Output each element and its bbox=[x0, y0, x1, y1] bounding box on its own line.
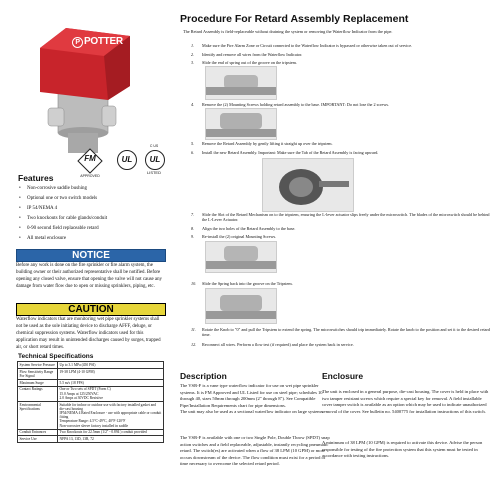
caution-banner: CAUTION bbox=[16, 303, 166, 316]
ulc-listed-text: LISTED bbox=[146, 170, 161, 175]
features-list bbox=[18, 186, 168, 246]
step-text: Remove the (2) Mounting Screws holding retard assembly to the base. IMPORTANT: Do not lose the 2 screws. bbox=[202, 102, 390, 107]
spec-label: Environmental Specifications bbox=[18, 401, 58, 429]
step-text: Slide the end of spring out of the groove on the tripstem. bbox=[202, 60, 297, 65]
step-text: Slide the Slot of the Retard Mechanism on to the tripstem, ensuring the L-lever actuator slips freely under the microswitch. The blades of the microswitch should be behind the L-Lever Actuator. bbox=[202, 212, 490, 222]
feature-item: • Optional one or two switch models bbox=[18, 196, 168, 201]
ulc-logo bbox=[145, 150, 165, 170]
feature-item: • Two knockouts for cable glands/conduit bbox=[18, 216, 168, 221]
enclosure-paragraph-2: A minimum of 38 LPM (10 GPM) is required to activate this device. Advise the person responsible for testing of the fire protection system that this system must be tested in accordance with testing instructions. bbox=[322, 440, 483, 458]
step-1 bbox=[191, 43, 492, 48]
step-number: 11. bbox=[191, 327, 196, 332]
feature-item: • All metal enclosure bbox=[18, 236, 168, 241]
ulc-text: UL bbox=[149, 155, 161, 164]
table-row bbox=[18, 368, 164, 379]
fm-text: FM bbox=[84, 154, 96, 163]
spec-label: System Service Pressure bbox=[18, 362, 58, 369]
step-2 bbox=[191, 52, 492, 57]
spec-label: Maximum Surge bbox=[18, 379, 58, 386]
table-row bbox=[18, 362, 164, 369]
notice-banner: NOTICE bbox=[16, 249, 166, 262]
brand-name: POTTER bbox=[84, 36, 123, 47]
step-5 bbox=[191, 141, 492, 146]
step-number: 7. bbox=[191, 212, 195, 217]
step-text: Slide the Spring back into the groove on the Tripstem. bbox=[202, 281, 293, 286]
brand-logo: P POTTER bbox=[72, 36, 123, 48]
step-10-photo bbox=[205, 288, 277, 324]
fm-sub-text: APPROVED bbox=[80, 174, 100, 178]
table-row bbox=[18, 401, 164, 429]
spec-value: 19-38 LPM (4-10 GPM) bbox=[58, 368, 164, 379]
step-4-photo bbox=[205, 108, 277, 140]
specs-table bbox=[17, 361, 164, 443]
specs-title: Technical Specifications bbox=[18, 353, 94, 360]
spec-label: Flow Sensitivity Range For Signal bbox=[18, 368, 58, 379]
description-text: The unit may also be used as a sectional waterflow indicator on large systems. bbox=[180, 409, 324, 414]
step-11 bbox=[191, 327, 492, 337]
step-number: 5. bbox=[191, 141, 195, 146]
spec-value: One or Two sets of SPDT (Form C) 15.0 Amps at 125/250VAC 2.0 Amps at 30VDC Resistive bbox=[58, 386, 164, 401]
step-4 bbox=[191, 102, 492, 107]
step-number: 6. bbox=[191, 150, 195, 155]
description-title: Description bbox=[180, 371, 227, 381]
procedure-intro: The Retard Assembly is field-replaceable without draining the system or removing the Waterflow Indicator from the pipe. bbox=[183, 29, 393, 34]
step-7 bbox=[191, 212, 492, 222]
table-row bbox=[18, 386, 164, 401]
spec-label: Conduit Entrances bbox=[18, 429, 58, 436]
spec-label: Service Use bbox=[18, 436, 58, 443]
spec-value: 5.5 m/s (18 FPS) bbox=[58, 379, 164, 386]
spec-value: NFPA 13, 13D, 13R, 72 bbox=[58, 436, 164, 443]
ulc-sub-text: C US bbox=[149, 144, 159, 148]
step-3-photo bbox=[205, 66, 277, 100]
table-row bbox=[18, 436, 164, 443]
ul-logo bbox=[117, 150, 137, 170]
spec-value: Suitable for indoor or outdoor use with factory installed gasket and die-cast housing IP54/NEMA 4 Rated Enclosure - use with appropriate cable or conduit fitting Temperature Range: 4.5°C-49°C, 40°F-120°F Non-corrosive sleeve factory installed in saddle bbox=[58, 401, 164, 429]
description-paragraph-2: The VSR-F is available with one or two Single Pole, Double Throw (SPDT) snap action switches and a field replaceable, adjustable, instantly recycling pneumatic retard. The switch(es) are activated when a flow of 38 LPM (10 GPM) or more occurs downstream of the device. The flow condition must exist for a period of time necessary to overcome the selected retard period. bbox=[180, 435, 330, 466]
step-text: Rotate the Knob to "0" and pull the Tripstem to extend the spring. The microswitches should trip immediately. Rotate the knob to the position and set it to the desired retard time. bbox=[202, 327, 491, 337]
step-number: 10. bbox=[191, 281, 197, 286]
step-number: 9. bbox=[191, 234, 195, 239]
step-8 bbox=[191, 226, 492, 231]
step-text: Identify and remove all wires from the Waterflow Indicator. bbox=[202, 52, 303, 57]
step-6 bbox=[191, 150, 492, 155]
fm-approved-logo bbox=[77, 148, 103, 178]
description-paragraph-1 bbox=[180, 383, 330, 416]
spec-label: Contact Ratings bbox=[18, 386, 58, 401]
ul-text: UL bbox=[121, 155, 133, 164]
description-text: The VSR-F is a vane type waterflow indicator for use on wet pipe sprinkler systems. It is FM Approved and UL Listed for use on steel pipe; schedules 10 through 40, sizes 50mm through 200mm (2" through 8"). See Compatible Pipe/Installation Requirements chart for pipe dimensions. bbox=[180, 383, 323, 408]
step-number: 1. bbox=[191, 43, 195, 48]
step-9 bbox=[191, 234, 492, 239]
step-number: 3. bbox=[191, 60, 195, 65]
step-text: Re-install the (2) original Mounting Screws. bbox=[202, 234, 277, 239]
notice-text: Before any work is done on the fire sprinkler or fire alarm system, the building owner or their authorized representative shall be notified. Before opening any closed valve, ensure that opening the valve will not cause any damage from water flow due to open or missing sprinklers, piping, etc. bbox=[16, 263, 162, 289]
table-row bbox=[18, 379, 164, 386]
feature-item: • 0-90 second field replaceable retard bbox=[18, 226, 168, 231]
step-number: 8. bbox=[191, 226, 195, 231]
step-number: 4. bbox=[191, 102, 195, 107]
step-text: Remove the Retard Assembly by gently lifting it straight up over the tripstem. bbox=[202, 141, 333, 146]
feature-item: • IP 54/NEMA 4 bbox=[18, 206, 168, 211]
step-9-photo bbox=[205, 241, 277, 273]
features-title: Features bbox=[18, 173, 54, 183]
step-3 bbox=[191, 60, 492, 65]
enclosure-title: Enclosure bbox=[322, 371, 364, 381]
step-text: Reconnect all wires. Perform a flow test (if required) and place the system back in service. bbox=[202, 342, 354, 347]
table-row bbox=[18, 429, 164, 436]
enclosure-paragraph-1: The unit is enclosed in a general purpose, die-cast housing. The cover is held in place with two tamper resistant screws which require a special key for removal. A field installable cover tamper switch is available as an option which may be used to indicate unauthorized removal of the cover. See bulletin no. 5400775 for installation instructions of this switch. bbox=[322, 389, 489, 414]
step-10 bbox=[191, 281, 492, 286]
step-number: 2. bbox=[191, 52, 195, 57]
feature-item: • Non-corrosive saddle bushing bbox=[18, 186, 168, 191]
step-text: Align the two holes of the Retard Assembly to the base. bbox=[202, 226, 296, 231]
step-12 bbox=[191, 342, 492, 347]
step-text: Make sure the Fire Alarm Zone or Circuit connected to the Waterflow Indicator is bypassed or otherwise taken out of service. bbox=[202, 43, 413, 48]
step-number: 12. bbox=[191, 342, 197, 347]
step-6-photo bbox=[262, 158, 354, 212]
spec-value: Two Knockouts for 22.5mm (1/2" - 0.894 ) conduit provided bbox=[58, 429, 164, 436]
caution-text: Waterflow indicators that are monitoring wet pipe sprinkler systems shall not be used as the sole initiating device to discharge AFFF, deluge, or chemical suppression systems. Waterflow indicators used for this application may result in unintended discharges caused by surges, trapped air, or short retard times. bbox=[16, 317, 161, 350]
step-text: Install the new Retard Assembly. Important: Make sure the Tab of the Retard Assembly is facing upward. bbox=[202, 150, 379, 155]
procedure-title: Procedure For Retard Assembly Replacement bbox=[180, 13, 409, 25]
spec-value: Up to 3.1 MPa (450 PSI) bbox=[58, 362, 164, 369]
